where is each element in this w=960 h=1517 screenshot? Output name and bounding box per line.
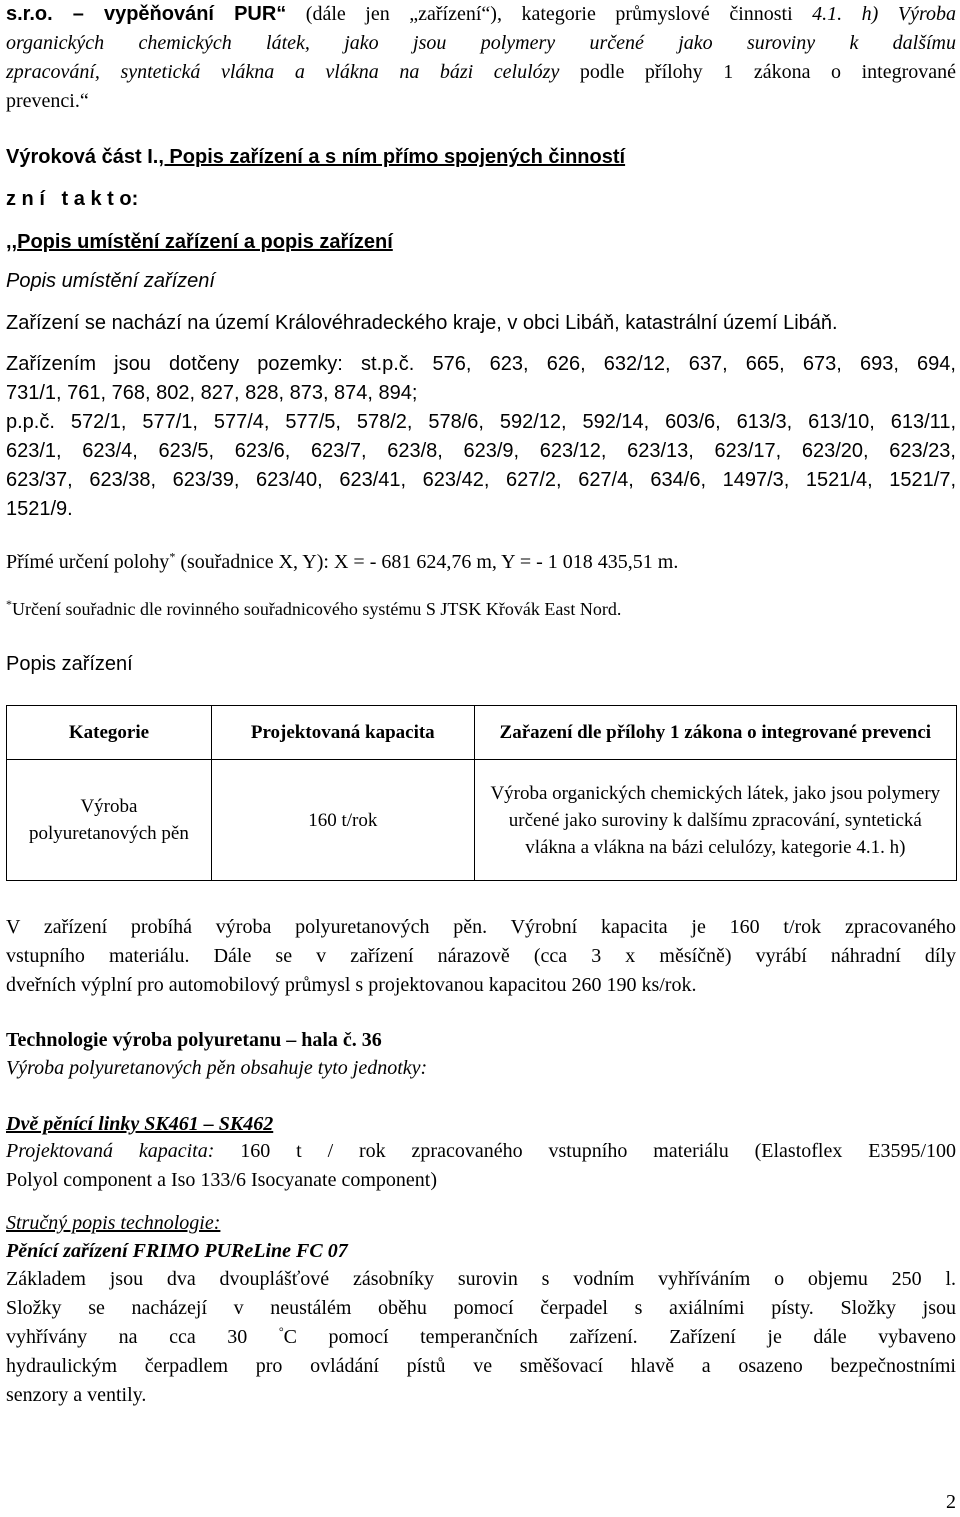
intro-line: organických chemických látek, jako jsou polymery určené jako suroviny k dalšímu bbox=[6, 32, 956, 54]
lines-heading: Dvě pěnící linky SK461 – SK462 bbox=[6, 1113, 274, 1135]
parcels-block bbox=[6, 350, 956, 524]
main-title-text: Popis umístění zařízení a popis zařízení bbox=[17, 231, 393, 253]
intro-line-end: prevenci.“ bbox=[6, 90, 89, 112]
footnote-text: Určení souřadnic dle rovinného souřadnicového systému S JTSK Křovák East Nord. bbox=[12, 599, 622, 619]
intro-category: 4.1. h) Výroba bbox=[812, 3, 956, 25]
coordinates-label: Přímé určení polohy bbox=[6, 551, 170, 573]
parcels-line: p.p.č. 572/1, 577/1, 577/4, 577/5, 578/2, 578/6, 592/12, 592/14, 603/6, 613/3, 613/10, 613/11, bbox=[6, 411, 956, 433]
intro-line-italic: zpracování, syntetická vlákna a vlákna na bázi celulózy bbox=[6, 61, 560, 83]
parcels-line: 623/37, 623/38, 623/39, 623/40, 623/41, 623/42, 627/2, 627/4, 634/6, 1497/3, 1521/4, 1521/7, bbox=[6, 469, 956, 491]
opening-quote: ,, bbox=[6, 231, 18, 253]
brief-line: Složky se nacházejí v neustálém oběhu pomocí čerpadel s axiálními písty. Složky jsou bbox=[6, 1297, 956, 1319]
production-line: dveřních výplní pro automobilový průmysl s projektovanou kapacitou 260 190 ks/rok. bbox=[6, 974, 697, 996]
footnote-marker: * bbox=[169, 549, 176, 564]
production-line: V zařízení probíhá výroba polyuretanových pěn. Výrobní kapacita je 160 t/rok zpracovaného bbox=[6, 916, 956, 938]
section-heading bbox=[6, 143, 625, 172]
capacity-line: Polyol component a Iso 133/6 Isocyanate component) bbox=[6, 1169, 438, 1191]
table-cell: Výroba polyuretanových pěn bbox=[7, 760, 212, 881]
brief-line: hydraulickým čerpadlem pro ovládání pístů ve směšovací hlavě a osazeno bezpečnostními bbox=[6, 1355, 956, 1377]
parcels-line: 623/1, 623/4, 623/5, 623/6, 623/7, 623/8, 623/9, 623/12, 623/13, 623/17, 623/20, 623/23, bbox=[6, 440, 956, 462]
production-paragraph bbox=[6, 913, 956, 1000]
table-cell: Výroba organických chemických látek, jako jsou polymery určené jako suroviny k dalšímu zpracování, syntetická vlákna a vlákna na bázi celulózy, kategorie 4.1. h) bbox=[474, 760, 956, 881]
main-title bbox=[6, 228, 393, 257]
technology-subheading: Výroba polyuretanových pěn obsahuje tyto jednotky: bbox=[6, 1057, 428, 1079]
table-header: Zařazení dle přílohy 1 zákona o integrované prevenci bbox=[474, 706, 956, 760]
zni-takto: z n í t a k t o: bbox=[6, 188, 139, 210]
coordinates bbox=[6, 548, 678, 577]
brief-line-part: vyhřívány na cca 30 bbox=[6, 1326, 279, 1348]
page-number: 2 bbox=[946, 1491, 956, 1513]
brief-line-part: C pomocí temperančních zařízení. Zařízení je dále vybaveno bbox=[283, 1326, 956, 1348]
coordinates-values: (souřadnice X, Y): X = - 681 624,76 m, Y = - 1 018 435,51 m. bbox=[175, 551, 679, 573]
technology-heading: Technologie výroba polyuretanu – hala č. 36 bbox=[6, 1029, 382, 1051]
lines-capacity bbox=[6, 1137, 956, 1195]
footnote-marker: * bbox=[6, 597, 12, 611]
device-heading: Pěnící zařízení FRIMO PUReLine FC 07 bbox=[6, 1240, 348, 1262]
degree-symbol: ° bbox=[278, 1324, 284, 1339]
production-line: vstupního materiálu. Dále se v zařízení nárazově (cca 3 x měsíčně) vyrábí náhradní díly bbox=[6, 945, 956, 967]
location-text: Zařízení se nachází na území Královéhradeckého kraje, v obci Libáň, katastrální území Libáň. bbox=[6, 312, 838, 334]
parcels-line: 1521/9. bbox=[6, 498, 73, 520]
section-heading-prefix: Výroková část I. bbox=[6, 146, 159, 168]
location-heading: Popis umístění zařízení bbox=[6, 270, 215, 292]
intro-company: s.r.o. – vypěňování PUR“ bbox=[6, 3, 287, 25]
table-row bbox=[7, 760, 957, 881]
description-heading: Popis zařízení bbox=[6, 653, 133, 675]
section-heading-title: , Popis zařízení a s ním přímo spojených činností bbox=[158, 146, 626, 168]
table-header: Projektovaná kapacita bbox=[211, 706, 474, 760]
intro-text: (dále jen „zařízení“), kategorie průmyslové činnosti bbox=[286, 3, 813, 25]
brief-heading: Stručný popis technologie: bbox=[6, 1212, 221, 1234]
brief-paragraph bbox=[6, 1265, 956, 1410]
table-header-row bbox=[7, 706, 957, 760]
table-header: Kategorie bbox=[7, 706, 212, 760]
intro-line-normal: podle přílohy 1 zákona o integrované bbox=[559, 61, 956, 83]
coordinates-footnote bbox=[6, 595, 621, 624]
capacity-label: Projektovaná kapacita: bbox=[6, 1140, 215, 1162]
table-cell: 160 t/rok bbox=[211, 760, 474, 881]
capacity-text: 160 t / rok zpracovaného vstupního materiálu (Elastoflex E3595/100 bbox=[214, 1140, 957, 1162]
brief-line: Základem jsou dva dvouplášťové zásobníky surovin s vodním vyhříváním o objemu 250 l. bbox=[6, 1268, 956, 1290]
parcels-line: 731/1, 761, 768, 802, 827, 828, 873, 874, 894; bbox=[6, 382, 418, 404]
category-table bbox=[6, 705, 957, 881]
parcels-line: Zařízením jsou dotčeny pozemky: st.p.č. 576, 623, 626, 632/12, 637, 665, 673, 693, 694, bbox=[6, 353, 956, 375]
intro-paragraph bbox=[6, 0, 956, 116]
brief-line: senzory a ventily. bbox=[6, 1384, 147, 1406]
